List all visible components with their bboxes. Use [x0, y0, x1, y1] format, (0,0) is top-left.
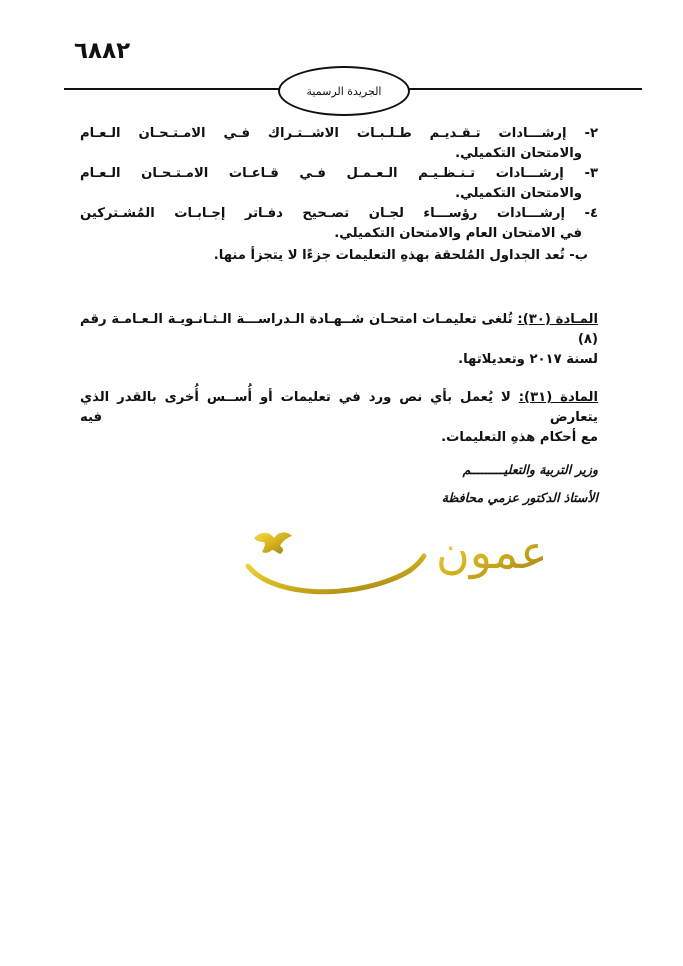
list-item [80, 164, 598, 204]
list-item [80, 124, 598, 164]
gazette-title-oval [278, 66, 410, 116]
article-line: لسنة ٢٠١٧ وتعديلاتها. [458, 352, 598, 367]
list-item [80, 204, 598, 244]
article-line: مع أحكام هذهِ التعليمات. [441, 430, 598, 445]
list-item-line: والامتحان التكميلي. [455, 146, 582, 161]
ammon-logo [240, 508, 548, 608]
article-label: المادة (٣١): [518, 390, 598, 405]
article-30 [80, 310, 598, 370]
ammon-logo-mark [240, 508, 548, 608]
list-item-line: ٤- إرشـــادات رؤســـاء لجـان تصـحيح دفـاتر إجـابـات المُشـتركين [80, 206, 598, 221]
minister-title: وزير التربية والتعليـــــــــم [462, 462, 598, 477]
instruction-list [80, 124, 598, 266]
article-line [80, 310, 598, 350]
logo-swash [248, 556, 424, 592]
article-label: المـادة (٣٠): [517, 312, 598, 327]
article-text: تُلغى تعليمـات امتحـان شــهـادة الـدراســـة الـثـانـويـة الـعـامـة رقم (٨) [80, 312, 598, 347]
minister-name: الأستاذ الدكتور عزمي محافظة [441, 490, 598, 505]
page-number: ٦٨٨٢ [74, 38, 131, 64]
article-31 [80, 388, 598, 448]
list-item-line: في الامتحان العام والامتحان التكميلي. [334, 226, 582, 241]
eagle-icon [254, 532, 292, 554]
article-line [80, 388, 598, 428]
list-item-line: ٢- إرشـــادات تـقـديـم طـلـبـات الاشــتـراك فـي الامـتـحـان الـعـام [80, 126, 598, 141]
gazette-title: الجريدة الرسمية [306, 84, 382, 98]
list-item-line: ٣- إرشـــادات تـنـظـيـم الـعـمـل فـي قـاعـات الامـتـحـان الـعـام [80, 166, 598, 181]
article-text: لا يُعمل بأي نص ورد في تعليمات أو أُســس أُخرى بالقدر الذي يتعارض فيه [80, 390, 598, 425]
logo-text: عمون [436, 525, 548, 579]
list-item-line: والامتحان التكميلي. [455, 186, 582, 201]
clause-b: ب- تُعد الجداول المُلحقة بهذهِ التعليمات جزءًا لا يتجزأ منها. [213, 248, 588, 263]
signature-block [80, 456, 598, 512]
